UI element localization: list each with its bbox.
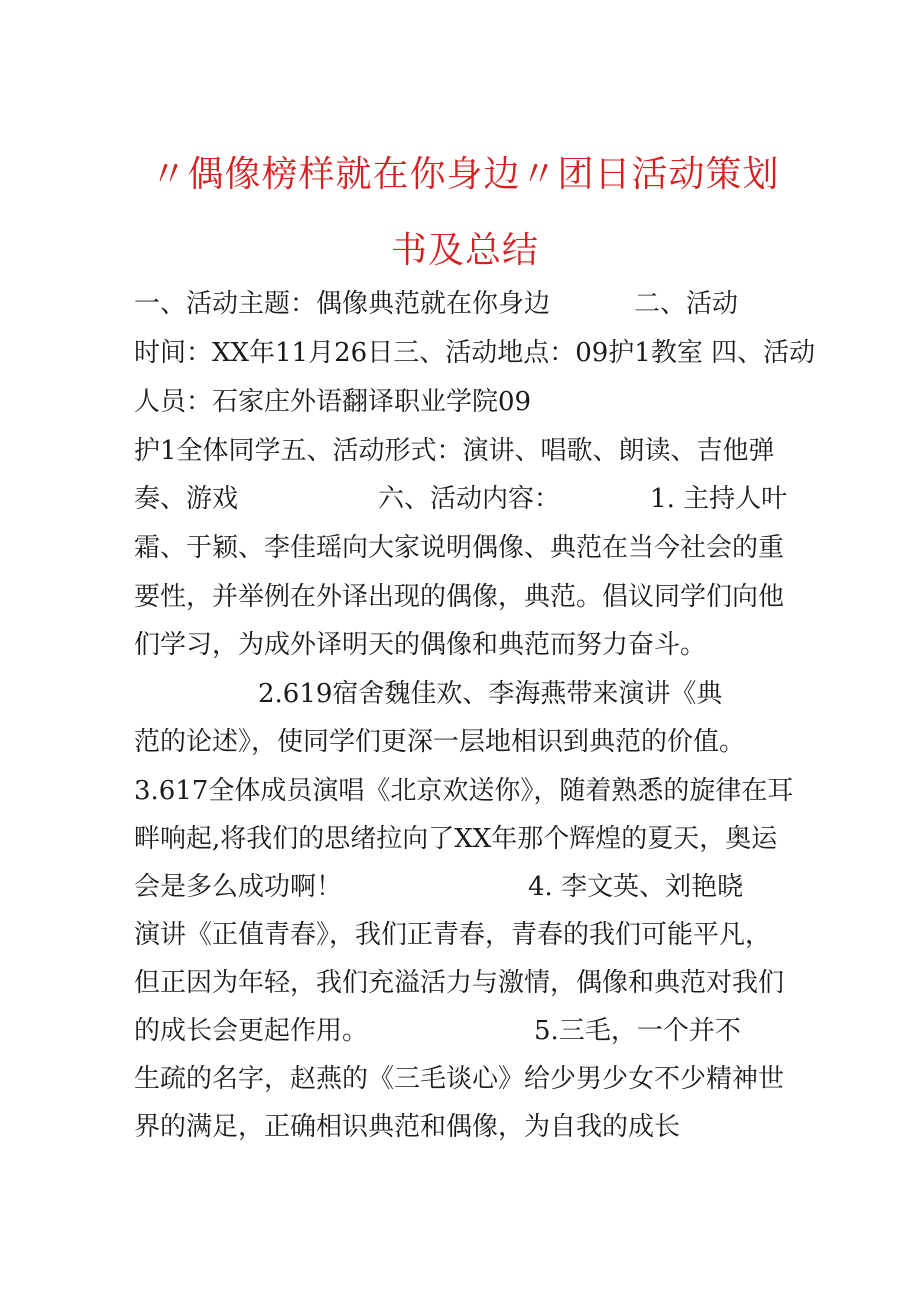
body-line-18: 界的满足，正确相识典范和偶像，为自我的成长 — [134, 1112, 681, 1142]
body-line-12: 畔响起,将我们的思绪拉向了XX年那个辉煌的夏天，奥运 — [134, 824, 778, 854]
body-line-4: 护1全体同学五、活动形式：演讲、唱歌、朗读、吉他弹 — [134, 436, 775, 466]
olympics-sentence-end: 会是多么成功啊！ — [134, 872, 343, 902]
item-4-start: 4. 李文英、刘艳晓 — [528, 872, 744, 902]
body-line-2: 时间：XX年11月26日三、活动地点：09护1教室 四、活动 — [134, 338, 816, 368]
body-line-17: 生疏的名字，赵燕的《三毛谈心》给少男少女不少精神世 — [134, 1064, 785, 1094]
body-line-1 — [134, 287, 794, 321]
activity-content-heading: 六、活动内容： — [378, 484, 561, 514]
activity-theme-text: 一、活动主题：偶像典范就在你身边 — [134, 289, 551, 319]
growth-sentence-end: 的成长会更起作用。 — [134, 1016, 369, 1046]
document-title-line-2: 书及总结 — [390, 230, 539, 271]
body-line-7: 要性，并举例在外译出现的偶像，典范。倡议同学们向他 — [134, 582, 785, 612]
body-line-11: 3.617全体成员演唱《北京欢送你》，随着熟悉的旋律在耳 — [134, 776, 794, 806]
document-title-line-1: 〃偶像榜样就在你身边〃团日活动策划 — [150, 154, 780, 195]
body-line-10: 范的论述》，使同学们更深一层地相识到典范的价值。 — [134, 727, 746, 757]
body-line-3: 人员：石家庄外语翻译职业学院09 — [134, 387, 532, 417]
activity-form-tail: 奏、游戏 — [134, 484, 239, 514]
body-line-9: 2.619宿舍魏佳欢、李海燕带来演讲《典 — [258, 679, 723, 709]
body-line-16 — [134, 1014, 794, 1048]
body-line-15: 但正因为年轻，我们充溢活力与激情，偶像和典范对我们 — [134, 968, 785, 998]
item-5-start: 5.三毛，一个并不 — [534, 1016, 741, 1046]
body-line-13 — [134, 870, 794, 904]
body-line-5 — [134, 482, 794, 516]
item-1-start: 1. 主持人叶 — [650, 484, 788, 514]
activity-time-heading: 二、活动 — [634, 289, 739, 319]
body-line-6: 霜、于颖、李佳瑶向大家说明偶像、典范在当今社会的重 — [134, 533, 785, 563]
body-line-14: 演讲《正值青春》，我们正青春，青春的我们可能平凡， — [134, 920, 772, 950]
body-line-8: 们学习，为成外译明天的偶像和典范而努力奋斗。 — [134, 630, 707, 660]
